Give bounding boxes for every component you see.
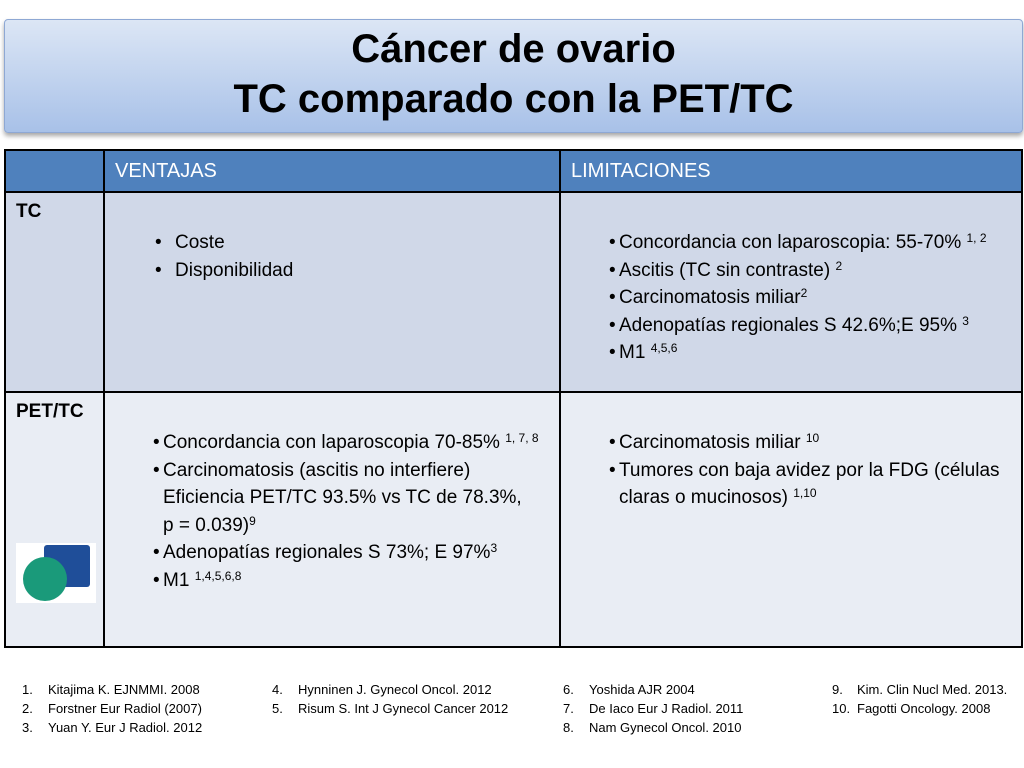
table-header-row [5,150,1022,192]
reference-item [22,718,202,737]
bullet-icon: • [609,342,616,363]
cell-tc-ventajas [104,192,560,392]
list-item [145,457,559,485]
reference-item [22,699,202,718]
list-item-continuation [153,484,559,512]
list-item-text: Concordancia con laparoscopia: 55-70% [619,232,967,253]
reference-item [22,680,202,699]
references-footer [0,680,1024,750]
header-empty-cell [5,150,104,192]
list-item-text: Ascitis (TC sin contraste) [619,259,836,281]
header-ventajas [104,150,560,192]
bullet-icon: • [609,287,616,308]
references-column-3 [563,680,743,737]
list-item-text: Tumores con baja avidez por la FDG (células [619,459,1000,481]
reference-item [563,680,743,699]
references-column-4 [832,680,1007,718]
list-item [601,229,1021,257]
pet-tc-limitaciones-list [561,393,1021,512]
list-item [145,257,559,285]
tc-ventajas-list [105,193,559,284]
list-item-text: M1 [619,342,651,363]
reference-item [832,699,1007,718]
bullet-icon: • [609,459,616,481]
row-label-cell-pet-tc [5,392,104,647]
reference-number: 5. [272,701,283,716]
reference-number: 1. [22,682,33,697]
table-row-tc [5,192,1022,392]
list-item [601,429,1021,457]
bullet-icon: • [609,232,616,253]
logo-green-circle [23,557,67,601]
reference-number: 2. [22,701,33,716]
reference-number: 8. [563,720,574,735]
cell-tc-limitaciones [560,192,1022,392]
list-item-text: Coste [175,232,225,253]
list-item [601,457,1021,485]
citation-superscript: 9 [249,513,256,528]
list-item [145,512,559,540]
reference-item [272,680,508,699]
reference-item [272,699,508,718]
list-item [145,429,559,457]
reference-number: 6. [563,682,574,697]
reference-item [563,718,743,737]
list-item-continuation [609,484,1021,512]
bullet-icon: • [609,432,616,453]
list-item-text: M1 [163,569,195,591]
citation-superscript: 10 [805,431,820,445]
reference-number: 7. [563,701,574,716]
list-item [145,229,559,257]
list-item-text: Carcinomatosis (ascitis no interfiere) [163,459,471,481]
cell-pet-tc-ventajas [104,392,560,647]
citation-superscript: 3 [490,541,498,555]
list-item-text: Disponibilidad [175,259,294,281]
bullet-icon: • [155,259,162,281]
pet-logo-icon [16,543,96,603]
list-item-text: Carcinomatosis miliar [619,432,806,453]
cell-pet-tc-limitaciones [560,392,1022,647]
bullet-icon: • [153,459,160,481]
tc-limitaciones-list [561,193,1021,367]
citation-superscript: 2 [800,286,808,300]
row-label-pet-tc: PET/TC [16,401,84,422]
list-item [145,539,559,567]
reference-number: 4. [272,682,283,697]
header-ventajas-label: VENTAJAS [115,159,217,182]
citation-superscript: 1, 2 [966,231,987,245]
citation-superscript: 3 [962,313,969,328]
reference-text: Hynninen J. Gynecol Oncol. 2012 [298,682,492,697]
table-row-pet-tc [5,392,1022,647]
list-item-text: Adenopatías regionales S 73%; E 97% [163,542,491,563]
list-item-text: p = 0.039) [163,514,250,536]
citation-superscript: 2 [835,258,843,273]
reference-text: Yoshida AJR 2004 [589,682,695,697]
list-item-text: claras o mucinosos) [619,487,794,508]
list-item [145,484,559,512]
reference-item [563,699,743,718]
slide-title-line-2: TC comparado con la PET/TC [233,77,794,121]
row-label-tc: TC [16,201,42,222]
reference-text: Fagotti Oncology. 2008 [857,701,991,716]
reference-text: Kim. Clin Nucl Med. 2013. [857,682,1008,697]
references-column-1 [22,680,202,737]
references-column-2 [272,680,508,718]
bullet-icon: • [153,432,160,453]
bullet-icon: • [153,569,160,591]
list-item [601,339,1021,367]
header-limitaciones-label: LIMITACIONES [571,159,711,182]
bullet-icon: • [609,259,616,281]
list-item [601,312,1021,340]
list-item [601,484,1021,512]
bullet-icon: • [153,542,160,563]
list-item [145,567,559,595]
reference-text: Forstner Eur Radiol (2007) [48,701,202,716]
citation-superscript: 1,10 [793,486,817,500]
list-item-continuation [153,512,559,540]
row-label-cell-tc [5,192,104,392]
citation-superscript: 1,4,5,6,8 [194,568,242,583]
list-item-text: Concordancia con laparoscopia 70-85% [163,432,506,453]
reference-text: Nam Gynecol Oncol. 2010 [589,720,742,735]
header-limitaciones [560,150,1022,192]
list-item [601,284,1021,312]
bullet-icon: • [609,314,616,336]
list-item-text: Carcinomatosis miliar [619,287,801,308]
reference-text: Yuan Y. Eur J Radiol. 2012 [48,720,203,735]
reference-text: Kitajima K. EJNMMI. 2008 [48,682,200,697]
list-item-text: Eficiencia PET/TC 93.5% vs TC de 78.3%, [163,487,522,508]
reference-number: 3. [22,720,33,735]
reference-number: 9. [832,682,843,697]
slide-title-line-1: Cáncer de ovario [351,27,676,71]
reference-item [832,680,1007,699]
citation-superscript: 4,5,6 [650,341,678,355]
reference-text: De Iaco Eur J Radiol. 2011 [589,701,744,716]
reference-text: Risum S. Int J Gynecol Cancer 2012 [298,701,509,716]
list-item-text: Adenopatías regionales S 42.6%;E 95% [619,314,963,336]
slide-title-box [4,19,1023,133]
pet-tc-ventajas-list [105,393,559,594]
list-item [601,257,1021,285]
citation-superscript: 1, 7, 8 [505,431,539,445]
comparison-table [4,149,1023,648]
reference-number: 10. [832,701,851,716]
bullet-icon: • [155,232,162,253]
